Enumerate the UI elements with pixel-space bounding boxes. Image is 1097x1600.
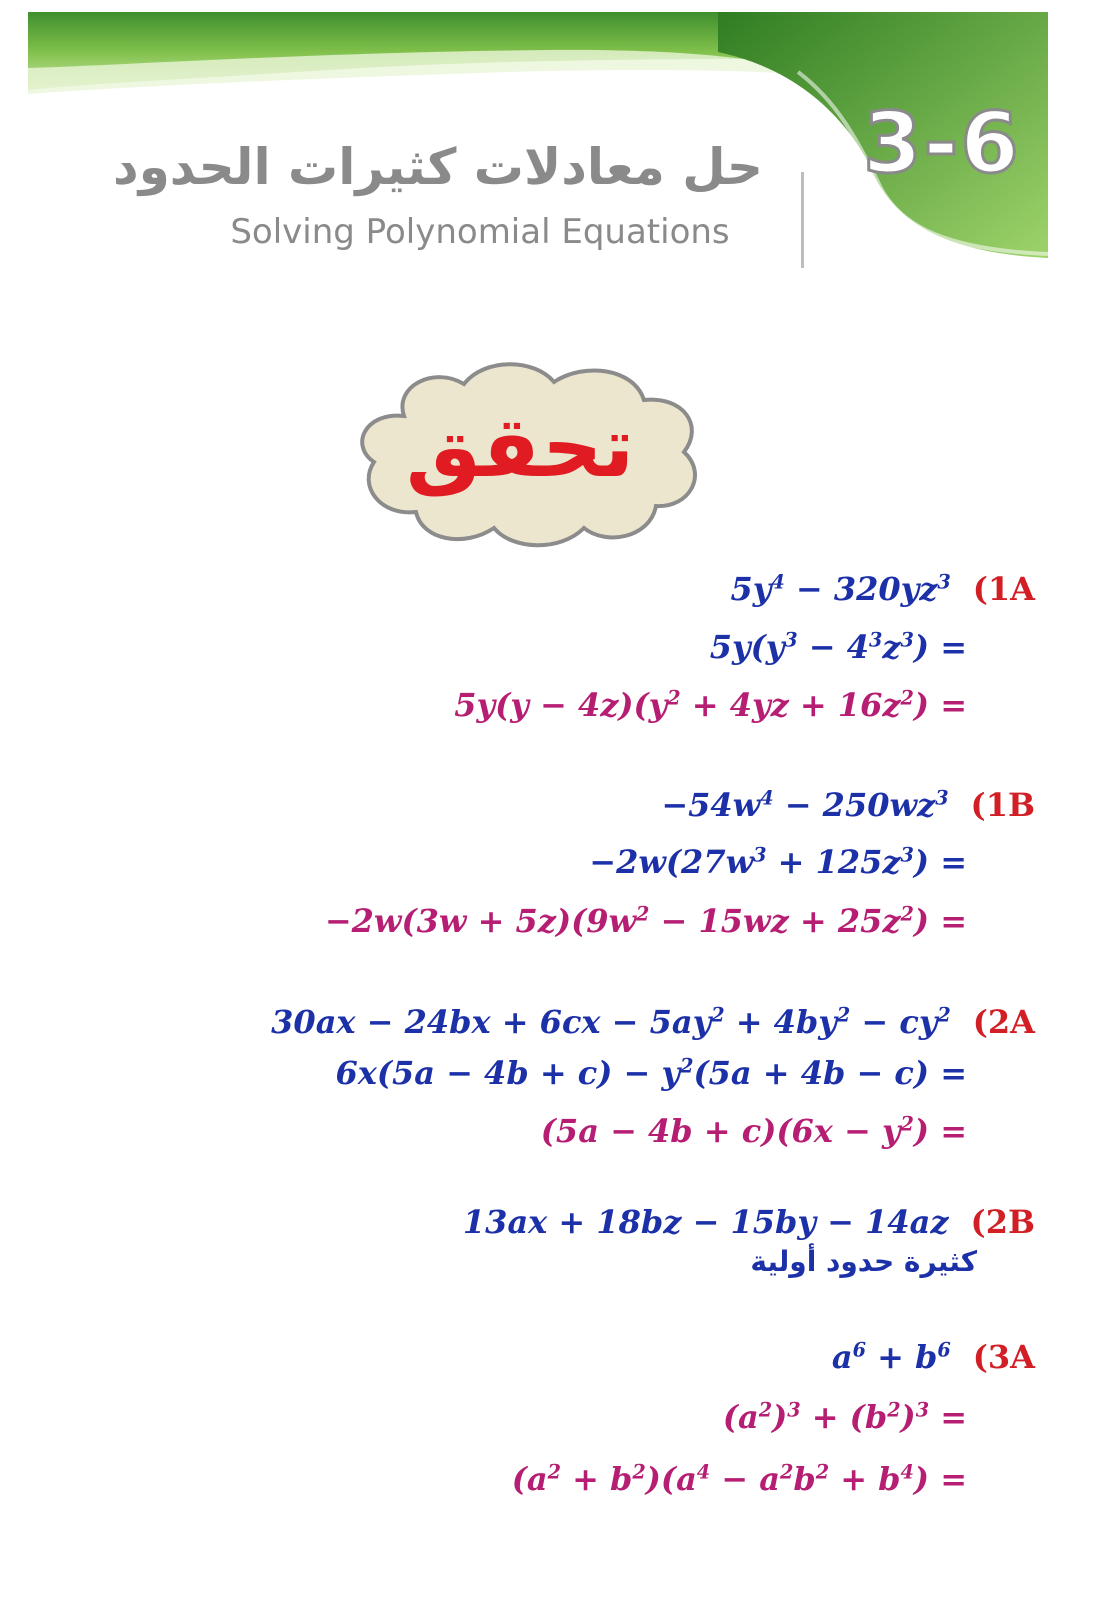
- problem-1a-line-2: $5y(y^3 - 4^3z^3)$ =: [709, 628, 967, 666]
- problem-1b-line-2: $-2w(27w^3 + 125z^3)$ =: [589, 843, 967, 881]
- problem-1b-line-1: $-54w^4 - 250wz^3$ (1B: [661, 786, 1035, 824]
- problem-3a-line-2: $(a^2)^3 + (b^2)^3$ =: [722, 1398, 967, 1436]
- prime-polynomial-note: كثيرة حدود أولية: [750, 1245, 977, 1278]
- problem-2a-line-1: $30ax - 24bx + 6cx - 5ay^2 + 4by^2 - cy^2$ (2A: [271, 1003, 1035, 1041]
- problem-label: (1B: [970, 786, 1035, 824]
- problem-label: (3A: [972, 1338, 1035, 1376]
- problem-1a-line-3: $5y(y - 4z)(y^2 + 4yz + 16z^2)$ =: [454, 686, 967, 724]
- problem-1a-line-1: $5y^4 - 320yz^3$ (1A: [730, 570, 1035, 608]
- problem-label: (1A: [972, 570, 1035, 608]
- lesson-number: 3-6: [863, 94, 1021, 192]
- problem-3a-line-3: $(a^2 + b^2)(a^4 - a^2b^2 + b^4)$ =: [511, 1460, 967, 1498]
- problem-1b-line-3: $-2w(3w + 5z)(9w^2 - 15wz + 25z^2)$ =: [324, 902, 967, 940]
- problem-2b-line-1: 13ax + 18bz − 15by − 14az (2B: [462, 1203, 1035, 1241]
- check-label: تحقق: [405, 398, 635, 496]
- problem-2a-line-2: $6x(5a - 4b + c) - y^2(5a + 4b - c)$ =: [335, 1054, 967, 1092]
- lesson-title-english: Solving Polynomial Equations: [230, 212, 730, 252]
- problem-3a-line-1: $a^6 + b^6$ (3A: [831, 1338, 1035, 1376]
- problem-label: (2B: [970, 1203, 1035, 1241]
- problem-2a-line-3: $(5a - 4b + c)(6x - y^2)$ =: [540, 1112, 967, 1150]
- problem-label: (2A: [972, 1003, 1035, 1041]
- lesson-title-arabic: حل معادلات كثيرات الحدود: [113, 138, 763, 196]
